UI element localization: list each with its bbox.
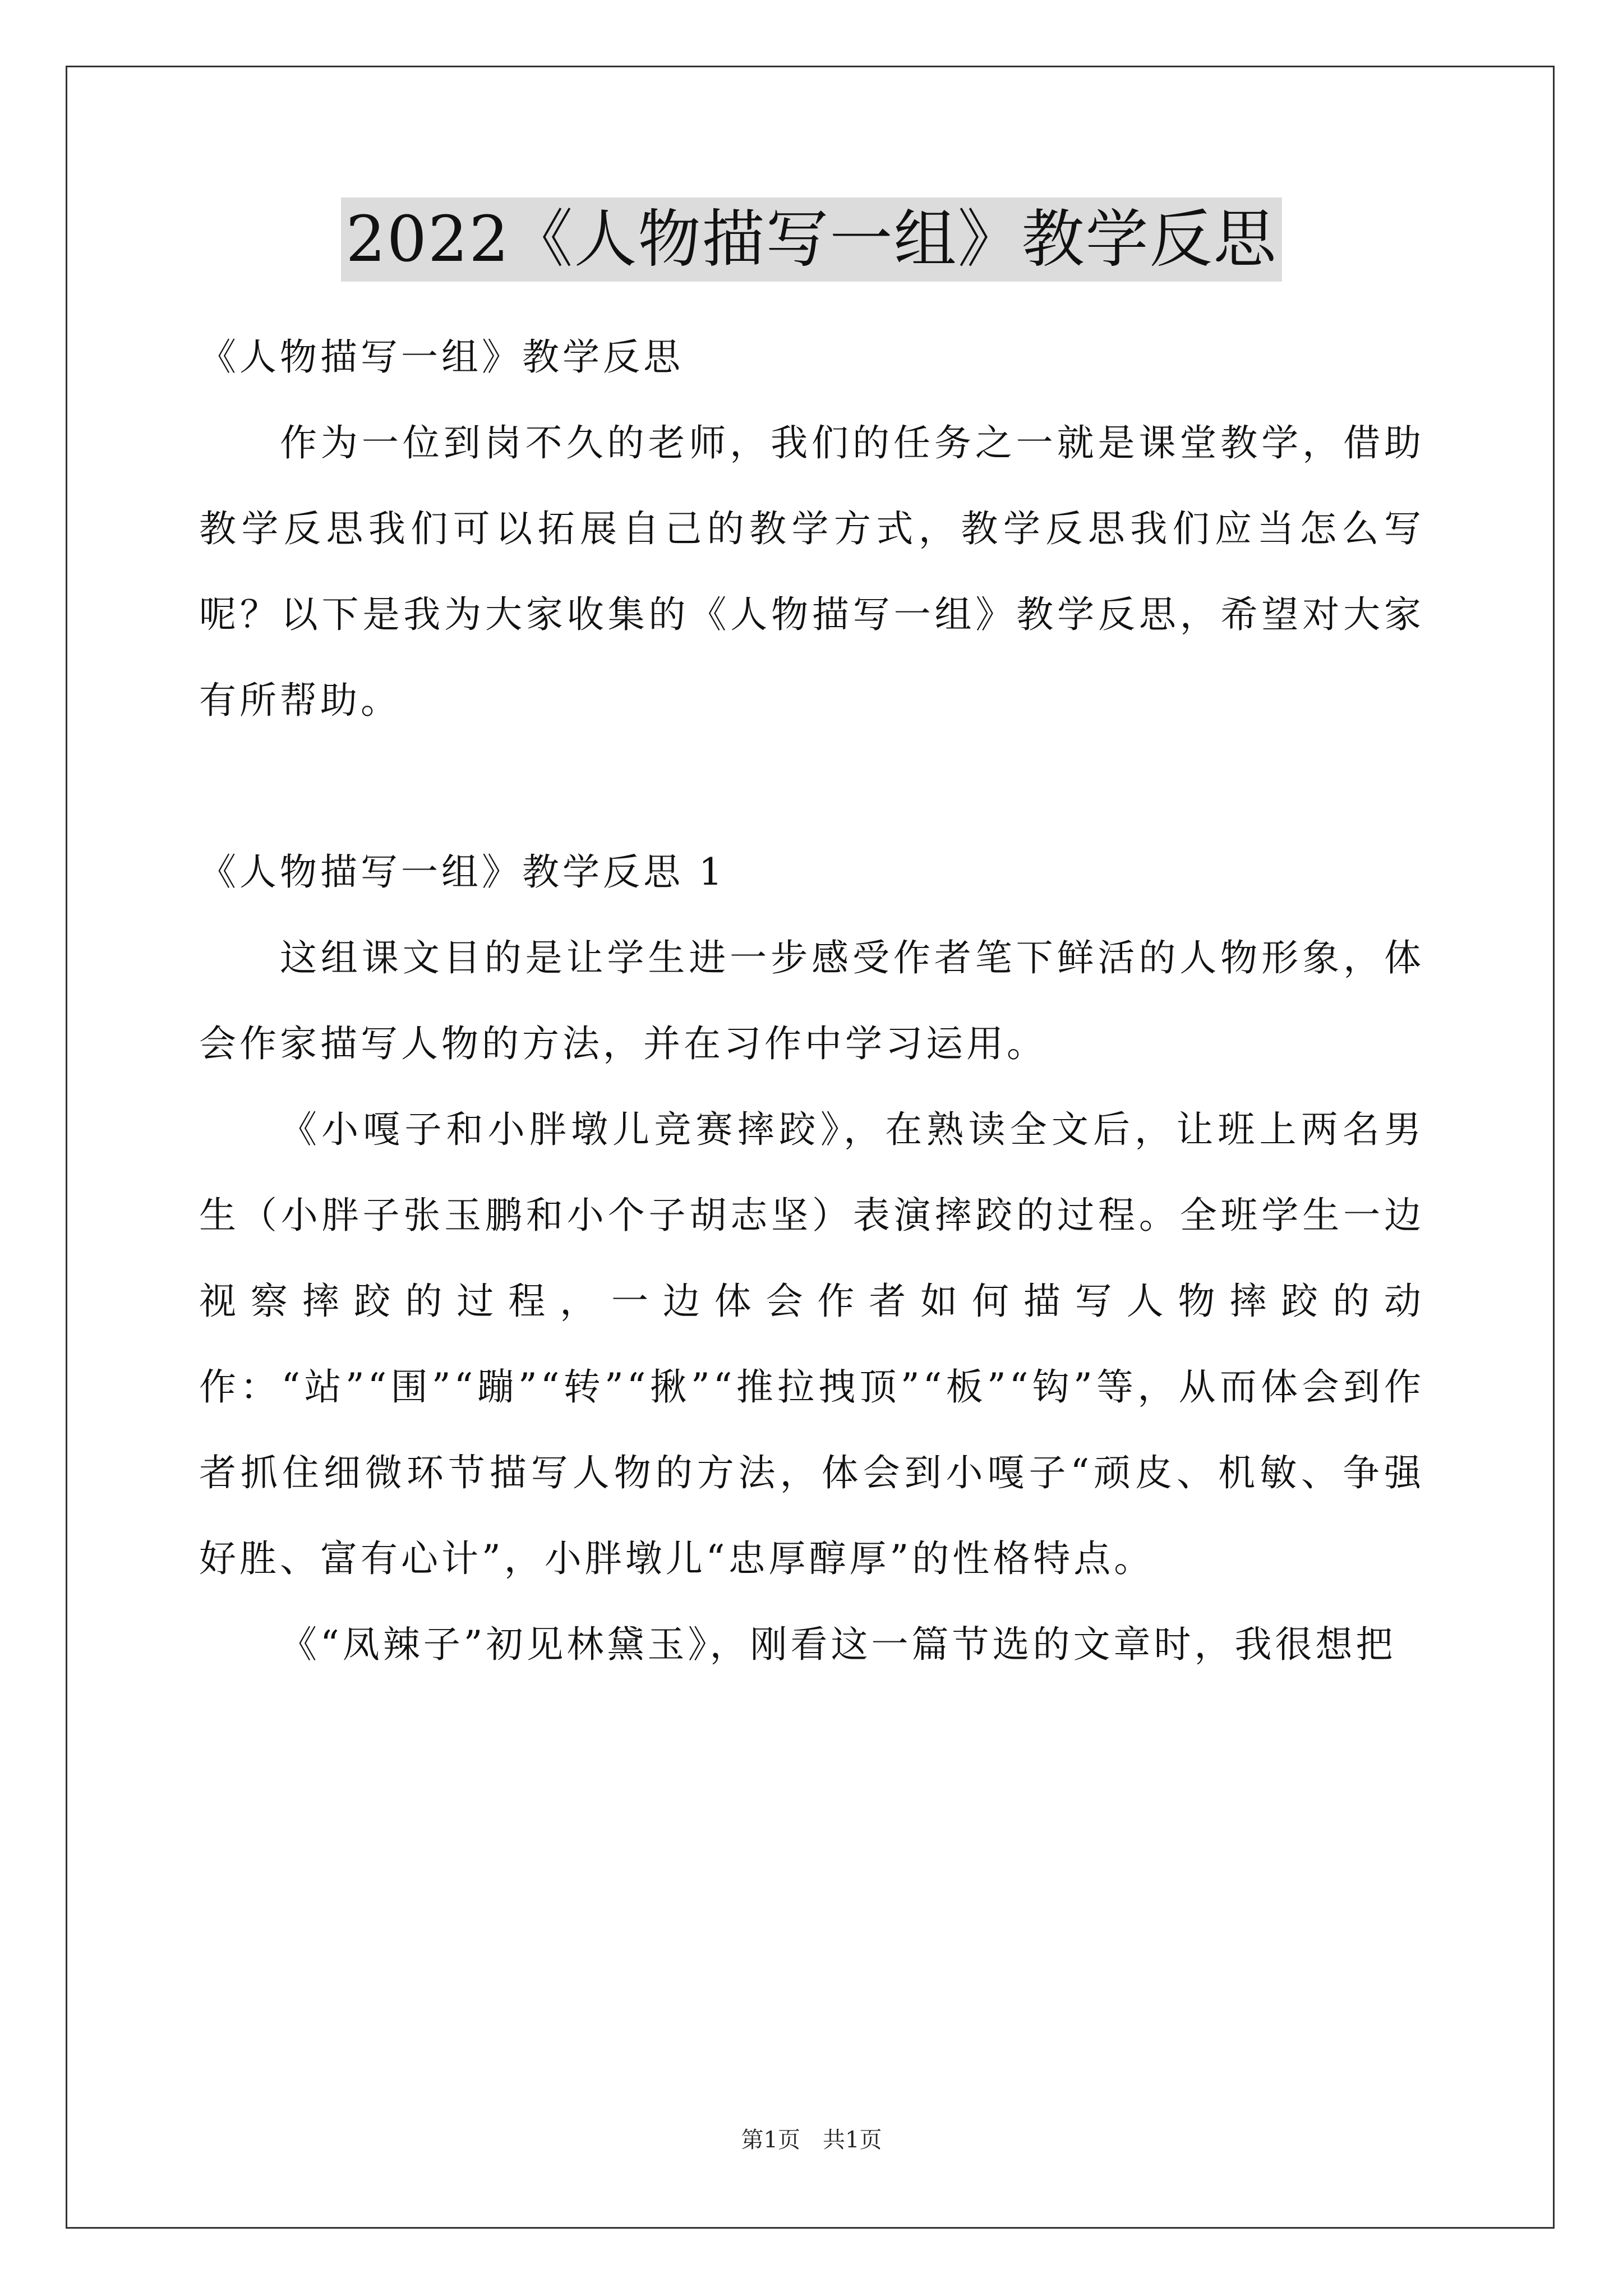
- paragraph-wrestling: 《小嘎子和小胖墩儿竞赛摔跤》，在熟读全文后，让班上两名男生（小胖子张玉鹏和小个子胡志坚）表演摔跤的过程。全班学生一边视察摔跤的过程，一边体会作者如何描写人物摔跤的动作：“站”“围”“蹦”“转”“揪”“推拉拽顶”“板”“钩”等，从而体会到作者抓住细微环节描写人物的方法，体会到小嘎子“顽皮、机敏、争强好胜、富有心计”，小胖墩儿“忠厚醇厚”的性格特点。: [199, 1108, 1424, 1580]
- document-title: 2022《人物描写一组》教学反思: [341, 197, 1281, 282]
- page-footer: 第1页 共1页: [741, 2127, 882, 2153]
- document-body: [199, 314, 1424, 1687]
- section-heading-intro: 《人物描写一组》教学反思: [199, 335, 684, 379]
- paragraph-purpose: 这组课文目的是让学生进一步感受作者笔下鲜活的人物形象，体会作家描写人物的方法，并在习作中学习运用。: [199, 936, 1424, 1065]
- paragraph-intro: 作为一位到岗不久的老师，我们的任务之一就是课堂教学，借助教学反思我们可以拓展自己的教学方式，教学反思我们应当怎么写呢？以下是我为大家收集的《人物描写一组》教学反思，希望对大家有所帮助。: [199, 421, 1424, 722]
- paragraph-fenglazi: 《“凤辣子”初见林黛玉》，刚看这一篇节选的文章时，我很想把: [280, 1623, 1396, 1666]
- section-heading-1: 《人物描写一组》教学反思 1: [199, 850, 726, 894]
- title-container: [0, 197, 1623, 282]
